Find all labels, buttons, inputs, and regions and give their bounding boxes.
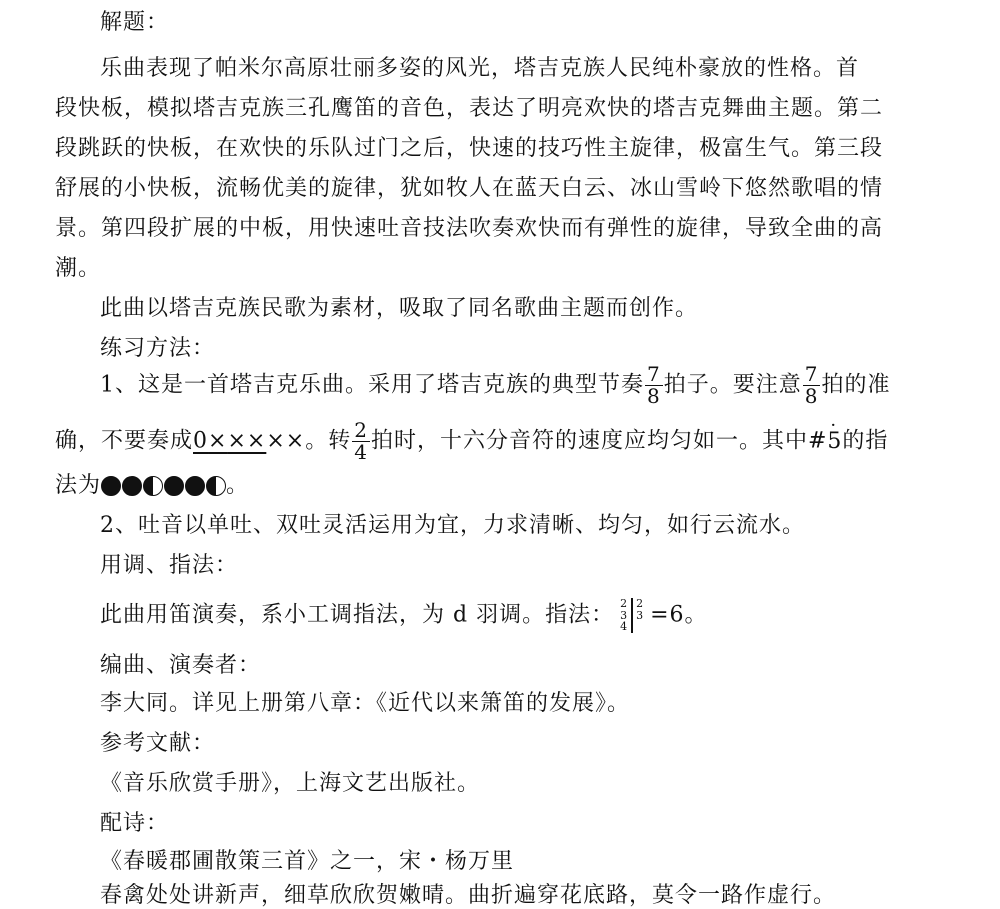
text-run: 拍子。要注意 xyxy=(663,372,802,398)
covered-hole-icon xyxy=(101,476,121,496)
text-run: 的指 xyxy=(842,428,889,454)
fingering-left-col xyxy=(620,598,628,633)
fingering-right-col xyxy=(636,598,644,633)
finger-digit: 3 xyxy=(620,608,629,622)
fraction-numerator: 7 xyxy=(804,362,819,386)
method-item-1-fingering xyxy=(55,475,249,497)
fraction-denominator: 4 xyxy=(354,440,368,464)
fraction-denominator: 8 xyxy=(804,384,819,408)
time-signature xyxy=(803,364,821,407)
tune-line xyxy=(100,598,708,633)
text-run: 。转 xyxy=(305,428,352,454)
heading-composer: 编曲、演奏者： xyxy=(100,653,262,678)
fingering-bar xyxy=(631,598,633,633)
paragraph-line: 潮。 xyxy=(55,256,102,281)
covered-hole-icon xyxy=(185,476,205,496)
rhythm-notes: ×× xyxy=(227,428,267,454)
paragraph-line: 段快板，模拟塔吉克族三孔鹰笛的音色，表达了明亮欢快的塔吉克舞曲主题。第二 xyxy=(55,96,884,121)
heading-jieti: 解题： xyxy=(100,10,170,35)
time-signature xyxy=(352,420,370,463)
paragraph-source: 此曲以塔吉克族民歌为素材，吸取了同名歌曲主题而创作。 xyxy=(100,296,699,321)
finger-digit: 2 xyxy=(620,597,629,610)
fraction-numerator: 2 xyxy=(354,418,368,442)
finger-digit: 4 xyxy=(620,620,629,634)
paragraph-line: 舒展的小快板，流畅优美的旋律，犹如牧人在蓝天白云、冰山雪岭下悠然歌唱的情 xyxy=(55,176,884,201)
heading-reference: 参考文献： xyxy=(100,731,216,756)
heading-tune: 用调、指法： xyxy=(100,553,239,578)
fingering-holes xyxy=(101,476,226,496)
paragraph-line: 乐曲表现了帕米尔高原壮丽多姿的风光，塔吉克族人民纯朴豪放的性格。首 xyxy=(100,56,860,81)
finger-digit: 3 xyxy=(636,608,645,622)
text-run: =6。 xyxy=(650,602,708,628)
poem-text: 春禽处处讲新声，细草欣欣贺嫩晴。曲折遍穿花底路，莫令一路作虚行。 xyxy=(100,883,837,908)
half-covered-hole-icon xyxy=(143,476,163,496)
text-run: 法为 xyxy=(55,473,102,498)
text-run: 。 xyxy=(226,473,250,498)
paragraph-line: 景。第四段扩展的中板，用快速吐音技法吹奏欢快而有弹性的旋律，导致全曲的高 xyxy=(55,216,884,241)
composer-text: 李大同。详见上册第八章：《近代以来箫笛的发展》。 xyxy=(100,691,631,716)
text-run: 1、这是一首塔吉克乐曲。采用了塔吉克族的典型节奏 xyxy=(100,372,644,398)
fingering-chart-icon xyxy=(620,598,644,633)
heading-poem: 配诗： xyxy=(100,811,170,836)
time-signature xyxy=(645,364,663,407)
high-note: · 5 xyxy=(827,431,842,453)
text-run: 拍的准 xyxy=(821,372,891,398)
reference-text: 《音乐欣赏手册》，上海文艺出版社。 xyxy=(100,771,481,796)
paragraph-line: 段跳跃的快板，在欢快的乐队过门之后，快速的技巧性主旋律，极富生气。第三段 xyxy=(55,136,884,161)
covered-hole-icon xyxy=(122,476,142,496)
text-run: 此曲用笛演奏，系小工调指法，为 d 羽调。指法： xyxy=(100,602,615,628)
fraction-numerator: 7 xyxy=(647,362,661,386)
poem-title: 《春暖郡圃散策三首》之一，宋・杨万里 xyxy=(100,849,515,874)
text-run: 确，不要奏成 xyxy=(55,428,194,454)
fraction-denominator: 8 xyxy=(647,384,661,408)
rhythm-rest: 0 xyxy=(193,428,209,454)
half-covered-hole-icon xyxy=(206,476,226,496)
covered-hole-icon xyxy=(164,476,184,496)
method-item-2: 2、吐音以单吐、双吐灵活运用为宜，力求清晰、均匀，如行云流水。 xyxy=(100,513,805,538)
rhythm-note: × xyxy=(208,428,228,454)
rhythm-notes: ×× xyxy=(266,428,306,454)
text-run: 拍时，十六分音符的速度应均匀如一。其中# xyxy=(370,428,828,454)
heading-method: 练习方法： xyxy=(100,336,216,361)
method-item-1 xyxy=(100,364,891,407)
finger-digit: 2 xyxy=(636,597,645,610)
method-item-1-cont xyxy=(55,420,888,463)
